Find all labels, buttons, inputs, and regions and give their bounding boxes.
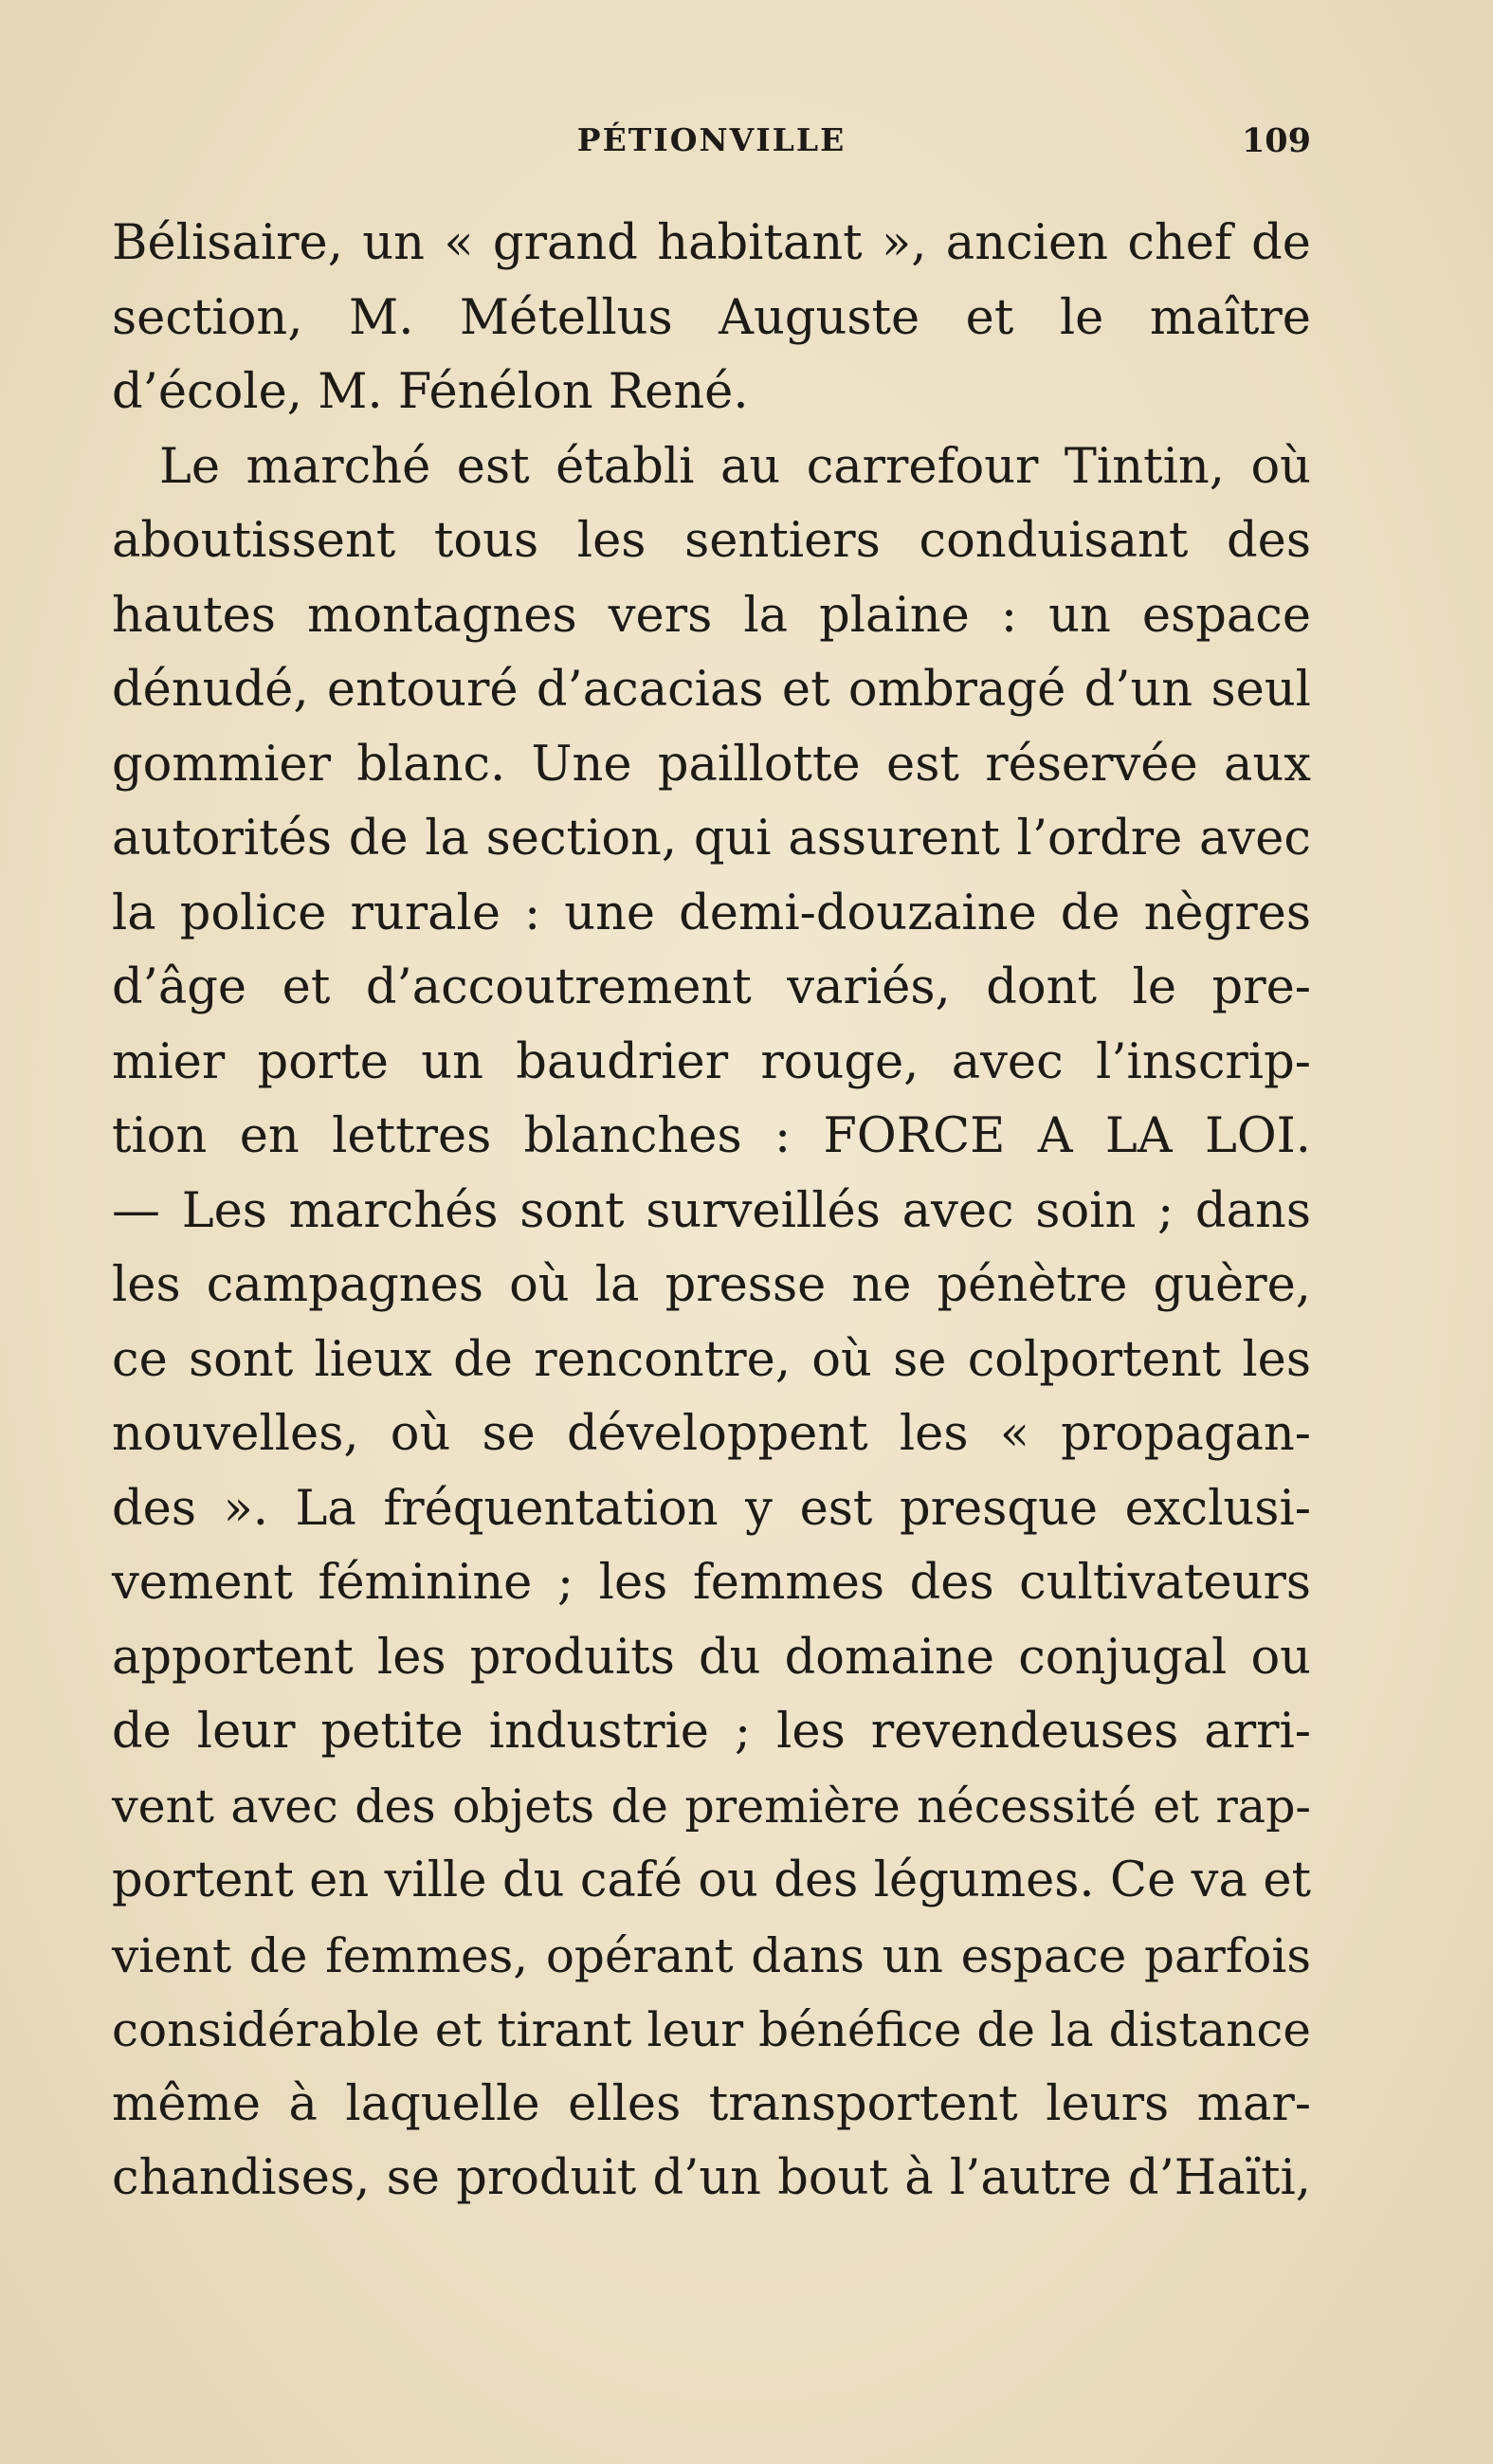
text-line: vient de femmes, opérant dans un espace parfois [112,1927,1311,1983]
text-line: — Les marchés sont surveillés avec soin ; dans [112,1182,1311,1239]
text-line: section, M. Métellus Auguste et le maître [112,289,1311,346]
text-line: aboutissent tous les sentiers conduisant des [112,513,1311,569]
text-line: la police rurale : une demi-douzaine de nègres [112,885,1311,941]
text-line: d’âge et d’accoutrement variés, dont le pre- [112,959,1311,1015]
text-line: vement féminine ; les femmes des cultivateurs [112,1555,1311,1611]
text-line: gommier blanc. Une paillotte est réservée aux [112,736,1311,793]
page-number: 109 [1241,121,1311,160]
text-line: des ». La fréquentation y est presque exclusi- [112,1480,1311,1537]
text-line: portent en ville du café ou des légumes. Ce va et [112,1853,1311,1908]
running-title: PÉTIONVILLE [576,121,847,158]
text-line: hautes montagnes vers la plaine : un espace [112,587,1311,644]
text-line: d’école, M. Fénélon René. [112,364,749,420]
text-line: les campagnes où la presse ne pénètre guère, [112,1257,1311,1313]
text-line: Le marché est établi au carrefour Tintin, où [159,438,1311,495]
text-line: apportent les produits du domaine conjugal ou [112,1629,1311,1686]
text-line: autorités de la section, qui assurent l’ordre avec [112,811,1311,867]
text-line: tion en lettres blanches : FORCE A LA LOI. [112,1108,1311,1164]
text-line: vent avec des objets de première nécessité et rap- [112,1779,1311,1834]
text-line: de leur petite industrie ; les revendeuses arri- [112,1704,1311,1760]
body-text [112,207,1311,2217]
text-line: ce sont lieux de rencontre, où se colportent les [112,1331,1311,1388]
page-header [112,121,1311,169]
text-line: considérable et tirant leur bénéfice de la distance [112,2002,1311,2057]
text-line: chandises, se produit d’un bout à l’autre d’Haïti, [112,2150,1311,2206]
text-line: même à laquelle elles transportent leurs mar- [112,2075,1311,2132]
text-line: nouvelles, où se développent les « propagan- [112,1406,1311,1462]
text-line: Bélisaire, un « grand habitant », ancien chef de [112,215,1311,271]
text-line: dénudé, entouré d’acacias et ombragé d’un seul [112,662,1311,718]
text-line: mier porte un baudrier rouge, avec l’inscrip- [112,1033,1311,1090]
